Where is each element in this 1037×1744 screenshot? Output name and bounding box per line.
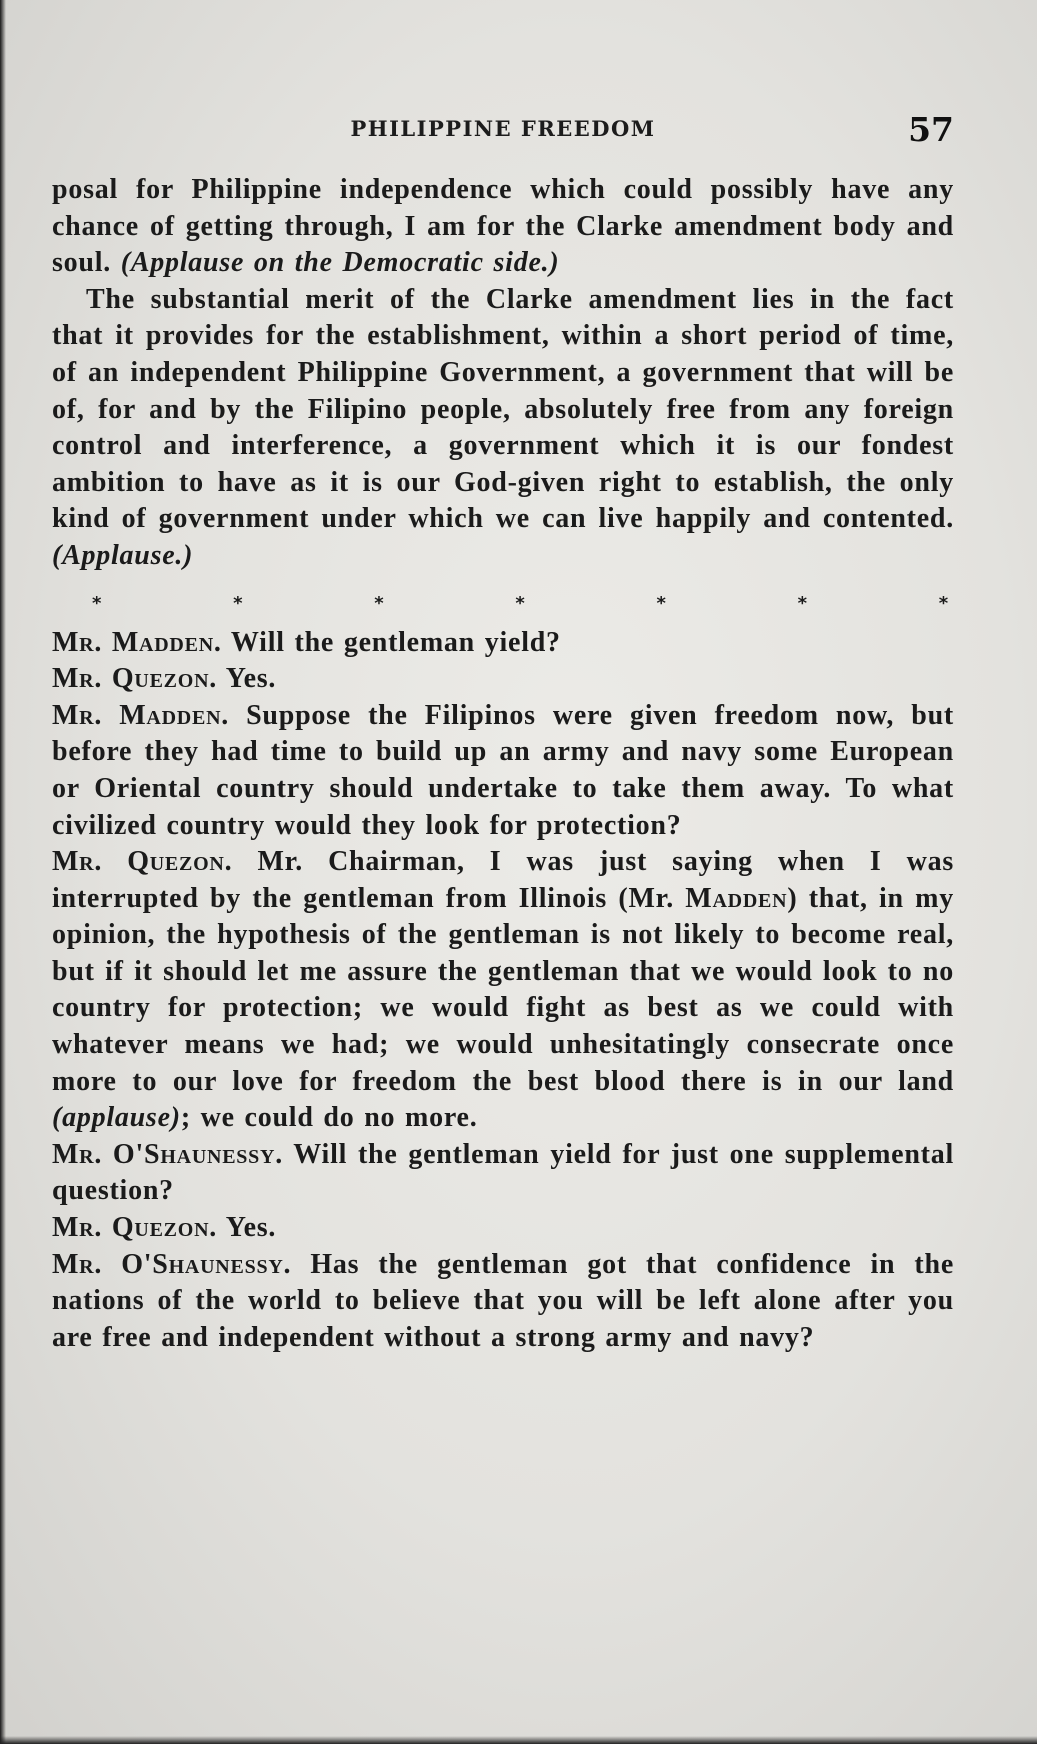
speech-madden-2: [52, 698, 954, 844]
page-edge-shadow-left: [0, 0, 6, 1744]
paragraph-text: posal for Philippine independence which could possibly have any chance of getting through, I am for the Clarke amendment body and soul.: [52, 174, 954, 279]
speaker-name: Mr. Madden.: [52, 626, 222, 658]
applause-note: (Applause.): [52, 539, 194, 571]
star-ornament: *: [797, 592, 808, 614]
applause-note: (Applause on the Democratic side.): [120, 247, 560, 279]
speech-text: Yes.: [217, 663, 277, 695]
star-ornament: *: [656, 592, 667, 614]
speech-text: Yes.: [217, 1212, 277, 1244]
speech-text: Will the gentleman yield?: [221, 626, 561, 658]
speech-oshaunessy-1: [52, 1137, 954, 1210]
page-edge-shadow-bottom: [0, 1736, 1037, 1744]
paragraph-merit: [52, 282, 954, 575]
speech-quezon-1: [52, 661, 954, 698]
speaker-name: Mr. Quezon.: [52, 663, 218, 695]
speaker-name: Mr. Quezon.: [52, 1212, 218, 1244]
speaker-reference: Madden: [685, 882, 788, 914]
speech-text: Has the gentleman got that confidence in the nations of the world to believe that you will be left alone after you are free and independent without a strong army and navy?: [52, 1248, 955, 1353]
star-ornament: *: [233, 592, 244, 614]
star-ornament: *: [92, 592, 103, 614]
speaker-name: Mr. Quezon.: [52, 846, 233, 878]
star-ornament: *: [374, 592, 385, 614]
page-header: [52, 110, 954, 160]
page-number: 57: [908, 110, 954, 149]
running-title: PHILIPPINE FREEDOM: [350, 116, 656, 141]
applause-note: (applause): [52, 1102, 181, 1134]
star-ornament: *: [515, 592, 526, 614]
paragraph-continuation: [52, 172, 954, 282]
speaker-name: Mr. O'Shaunessy.: [52, 1248, 292, 1280]
speech-quezon-3: [52, 1210, 954, 1247]
speech-text: ; we could do no more.: [180, 1102, 478, 1134]
section-break-stars: [52, 589, 954, 619]
speaker-name: Mr. Madden.: [52, 699, 230, 731]
speech-text: Will the gentleman yield for just one supplemental question?: [52, 1138, 954, 1207]
speech-text: Mr. Chairman, I was just saying when I was interrupted by the gentleman from Illinois (Mr.: [52, 846, 954, 914]
speech-madden-1: [52, 625, 954, 662]
speech-text: ) that, in my opinion, the hypothesis of the gentleman is not likely to become real, but if it should let me assure the gentleman that we would look to no country for protection; we would fight as best as we could with whatever means we had; we would unhesitatingly consecrate once more to our love for freedom the best blood there is in our land: [52, 882, 954, 1097]
page-body: [52, 172, 954, 1356]
speech-oshaunessy-2: [52, 1247, 954, 1357]
speech-text: Suppose the Filipinos were given freedom now, but before they had time to build up an army and navy some European or Oriental country should undertake to take them away. To what civilized country would they look for protection?: [52, 699, 954, 841]
speaker-name: Mr. O'Shaunessy.: [52, 1138, 283, 1170]
speech-quezon-2: [52, 844, 954, 1137]
paragraph-text: The substantial merit of the Clarke amendment lies in the fact that it provides for the establishment, within a short period of time, of an independent Philippine Government, a government that will be of, for and by the Filipino people, absolutely free from any foreign control and interference, a government which it is our fondest ambition to have as it is our God-given right to establish, the only kind of government under which we can live happily and contented.: [52, 283, 954, 535]
star-ornament: *: [938, 592, 949, 614]
